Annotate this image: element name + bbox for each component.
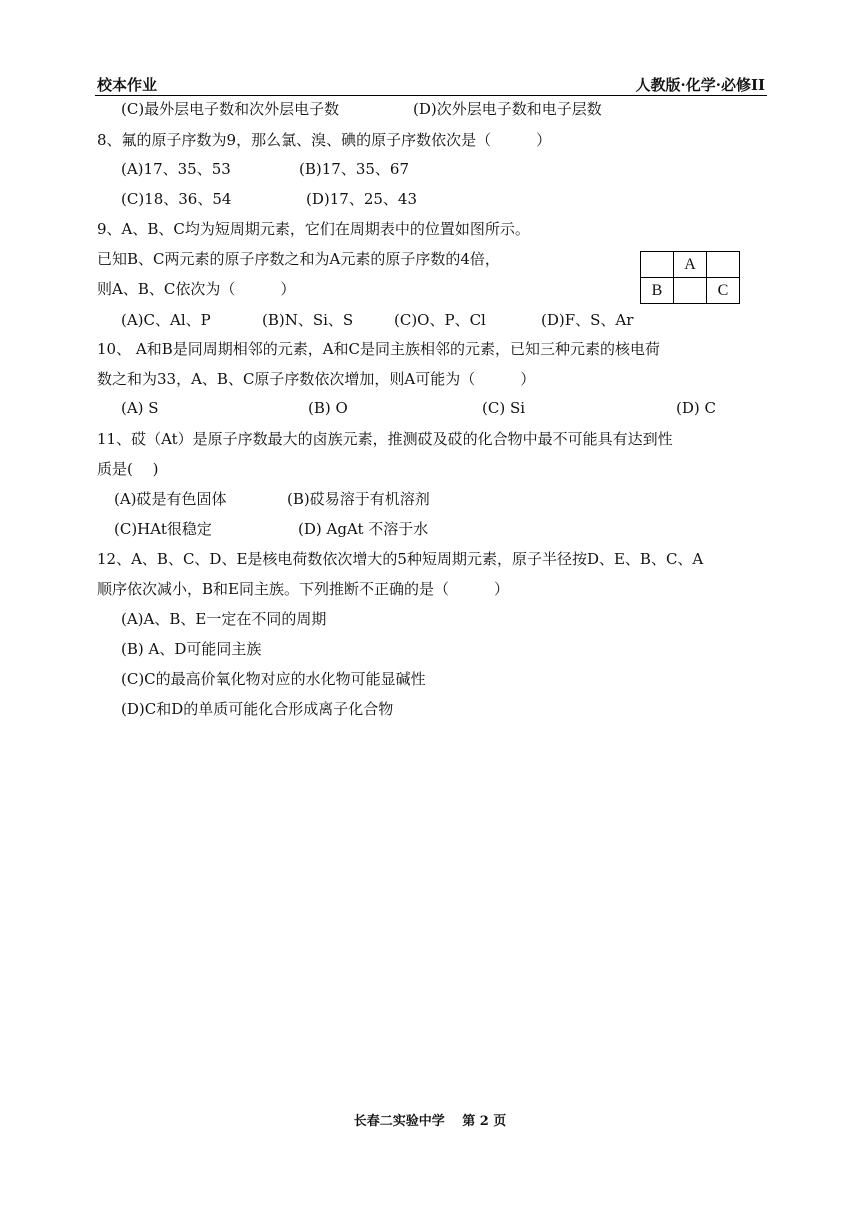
q11-option-d: (D) AgAt 不溶于水 (298, 520, 429, 538)
q11-option-a: (A)砹是有色固体 (114, 490, 227, 508)
q10-option-d: (D) C (676, 399, 716, 417)
table-cell-b: B (641, 278, 674, 304)
q7-option-d: (D)次外层电子数和电子层数 (413, 100, 602, 118)
q11-option-b: (B)砹易溶于有机溶剂 (287, 490, 430, 508)
q9-option-b: (B)N、Si、S (262, 311, 354, 329)
q12-option-a: (A)A、B、E一定在不同的周期 (121, 610, 327, 628)
q12-option-c: (C)C的最高价氧化物对应的水化物可能显碱性 (121, 670, 426, 688)
table-cell-a: A (674, 252, 707, 278)
q8-option-c: (C)18、36、54 (121, 190, 232, 208)
q8-option-b: (B)17、35、67 (299, 160, 409, 178)
q11-stem-line2: 质是( ) (97, 460, 159, 478)
q11-stem-line1: 11、砹（At）是原子序数最大的卤族元素，推测砹及砹的化合物中最不可能具有达到性 (97, 430, 673, 448)
q10-option-c: (C) Si (482, 399, 526, 417)
table-cell-c: C (707, 278, 740, 304)
q9-option-c: (C)O、P、Cl (394, 311, 486, 329)
q10-stem-line1: 10、 A和B是同周期相邻的元素，A和C是同主族相邻的元素，已知三种元素的核电荷 (97, 340, 661, 358)
q12-option-d: (D)C和D的单质可能化合形成离子化合物 (121, 700, 394, 718)
table-cell-empty (641, 252, 674, 278)
q10-option-b: (B) O (308, 399, 348, 417)
table-cell-empty (707, 252, 740, 278)
q9-stem-line3: 则A、B、C依次为（ ） (97, 280, 296, 298)
q7-option-c: (C)最外层电子数和次外层电子数 (121, 100, 340, 118)
periodic-position-table (640, 251, 740, 304)
header-right: 人教版·化学·必修II (635, 76, 765, 94)
header-left: 校本作业 (97, 76, 158, 94)
q11-option-c: (C)HAt很稳定 (114, 520, 212, 538)
page-footer: 长春二实验中学 第 2 页 (353, 1114, 507, 1129)
q9-option-d: (D)F、S、Ar (541, 311, 634, 329)
q12-option-b: (B) A、D可能同主族 (121, 640, 262, 658)
table-cell-empty (674, 278, 707, 304)
q12-stem-line1: 12、A、B、C、D、E是核电荷数依次增大的5种短周期元素，原子半径按D、E、B、C、A (97, 550, 704, 568)
q8-stem: 8、氟的原子序数为9，那么氯、溴、碘的原子序数依次是（ ） (97, 131, 552, 149)
q12-stem-line2: 顺序依次减小，B和E同主族。下列推断不正确的是（ ） (97, 580, 509, 598)
q8-option-d: (D)17、25、43 (306, 190, 417, 208)
q10-option-a: (A) S (121, 399, 159, 417)
header-divider (95, 95, 767, 96)
q9-stem-line1: 9、A、B、C均为短周期元素，它们在周期表中的位置如图所示。 (97, 220, 530, 238)
q10-stem-line2: 数之和为33，A、B、C原子序数依次增加，则A可能为（ ） (97, 370, 536, 388)
q9-option-a: (A)C、Al、P (121, 311, 211, 329)
q9-stem-line2: 已知B、C两元素的原子序数之和为A元素的原子序数的4倍， (97, 250, 500, 268)
q8-option-a: (A)17、35、53 (121, 160, 231, 178)
